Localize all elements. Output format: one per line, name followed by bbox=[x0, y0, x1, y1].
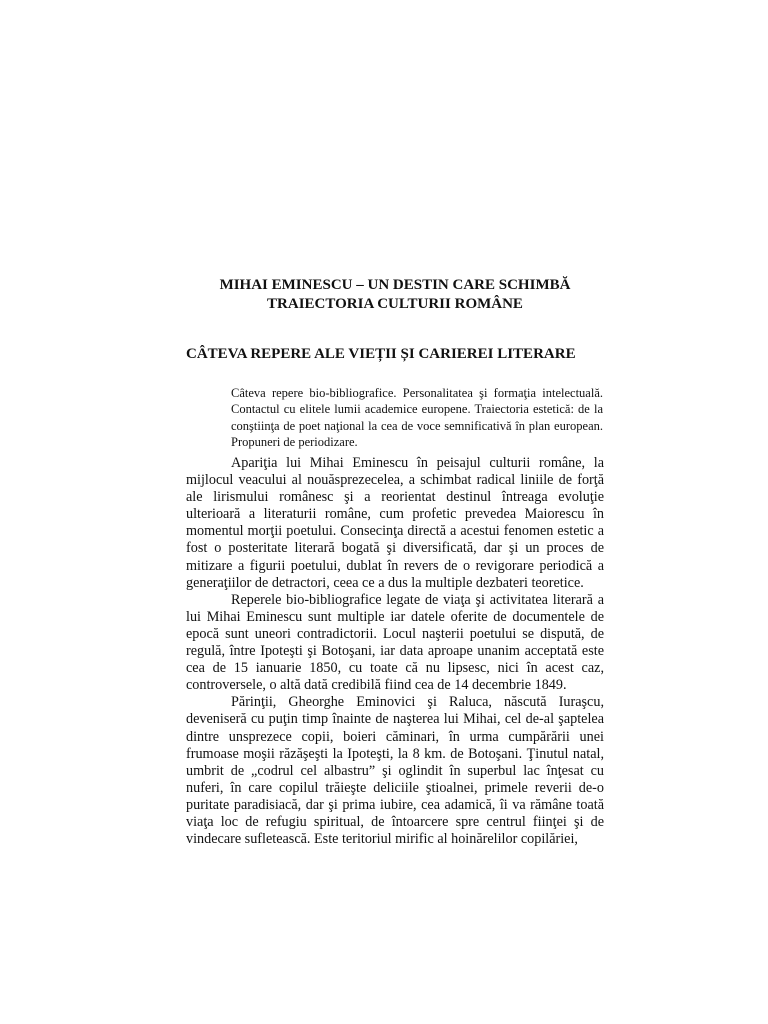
document-title-line-1: MIHAI EMINESCU – UN DESTIN CARE SCHIMBĂ bbox=[219, 277, 571, 293]
body-text bbox=[186, 455, 604, 848]
document-title-line-2: TRAIECTORIA CULTURII ROMÂNE bbox=[267, 296, 523, 312]
document-title bbox=[170, 276, 620, 314]
abstract-paragraph: Câteva repere bio-bibliografice. Personalitatea şi formaţia intelectuală. Contactul cu elitele lumii academice europene. Traiectoria estetică: de la conştiinţa de poet naţional la cea de voce semnificativă în plan european. Propuneri de periodizare. bbox=[231, 386, 603, 449]
section-heading: CÂTEVA REPERE ALE VIEȚII ȘI CARIEREI LITERARE bbox=[186, 346, 576, 362]
body-paragraph: Reperele bio-bibliografice legate de viaţa şi activitatea literară a lui Mihai Eminescu sunt multiple iar datele oferite de documentele de epocă sunt uneori contradictorii. Locul naşterii poetului se dispută, de regulă, între Ipoteşti şi Botoşani, iar data aproape unanim acceptată este cea de 15 ianuarie 1850, cu toate că nu lipsesc, nici în acest caz, controversele, o altă dată credibilă fiind cea de 14 decembrie 1849. bbox=[186, 591, 604, 694]
body-paragraph: Apariţia lui Mihai Eminescu în peisajul culturii române, la mijlocul veacului al nouăsprezecelea, a schimbat radical liniile de forţă ale lirismului românesc şi a reorientat destinul întreaga evoluţie ulterioară a literaturii române, cum profetic prevedea Maiorescu în momentul morţii poetului. Consecinţa directă a acestui fenomen estetic a fost o posteritate literară bogată şi diversificată, dar şi un proces de mitizare a figurii poetului, dublat în revers de o revigorare periodică a generaţiilor de detractori, ceea ce a dus la multiple dezbateri teoretice. bbox=[186, 455, 604, 591]
body-paragraph: Părinţii, Gheorghe Eminovici şi Raluca, născută Iuraşcu, deveniseră cu puţin timp înainte de naşterea lui Mihai, cel de-al şaptelea dintre unsprezece copii, boieri căminari, în urma cumpărării unei frumoase moşii răzăşeşti la Ipoteşti, la 8 km. de Botoşani. Ţinutul natal, umbrit de „codrul cel albastru” şi oglindit în superbul lac înţesat cu nuferi, în care copilul trăieşte deliciile ştioalnei, primele reverii de-o puritate paradisiacă, dar şi prima iubire, cea adamică, îi va rămâne toată viaţa loc de refugiu spiritual, de întoarcere spre centrul fiinţei şi de vindecare sufletească. Este teritoriul mirific al hoinărelilor copilăriei, bbox=[186, 694, 604, 848]
